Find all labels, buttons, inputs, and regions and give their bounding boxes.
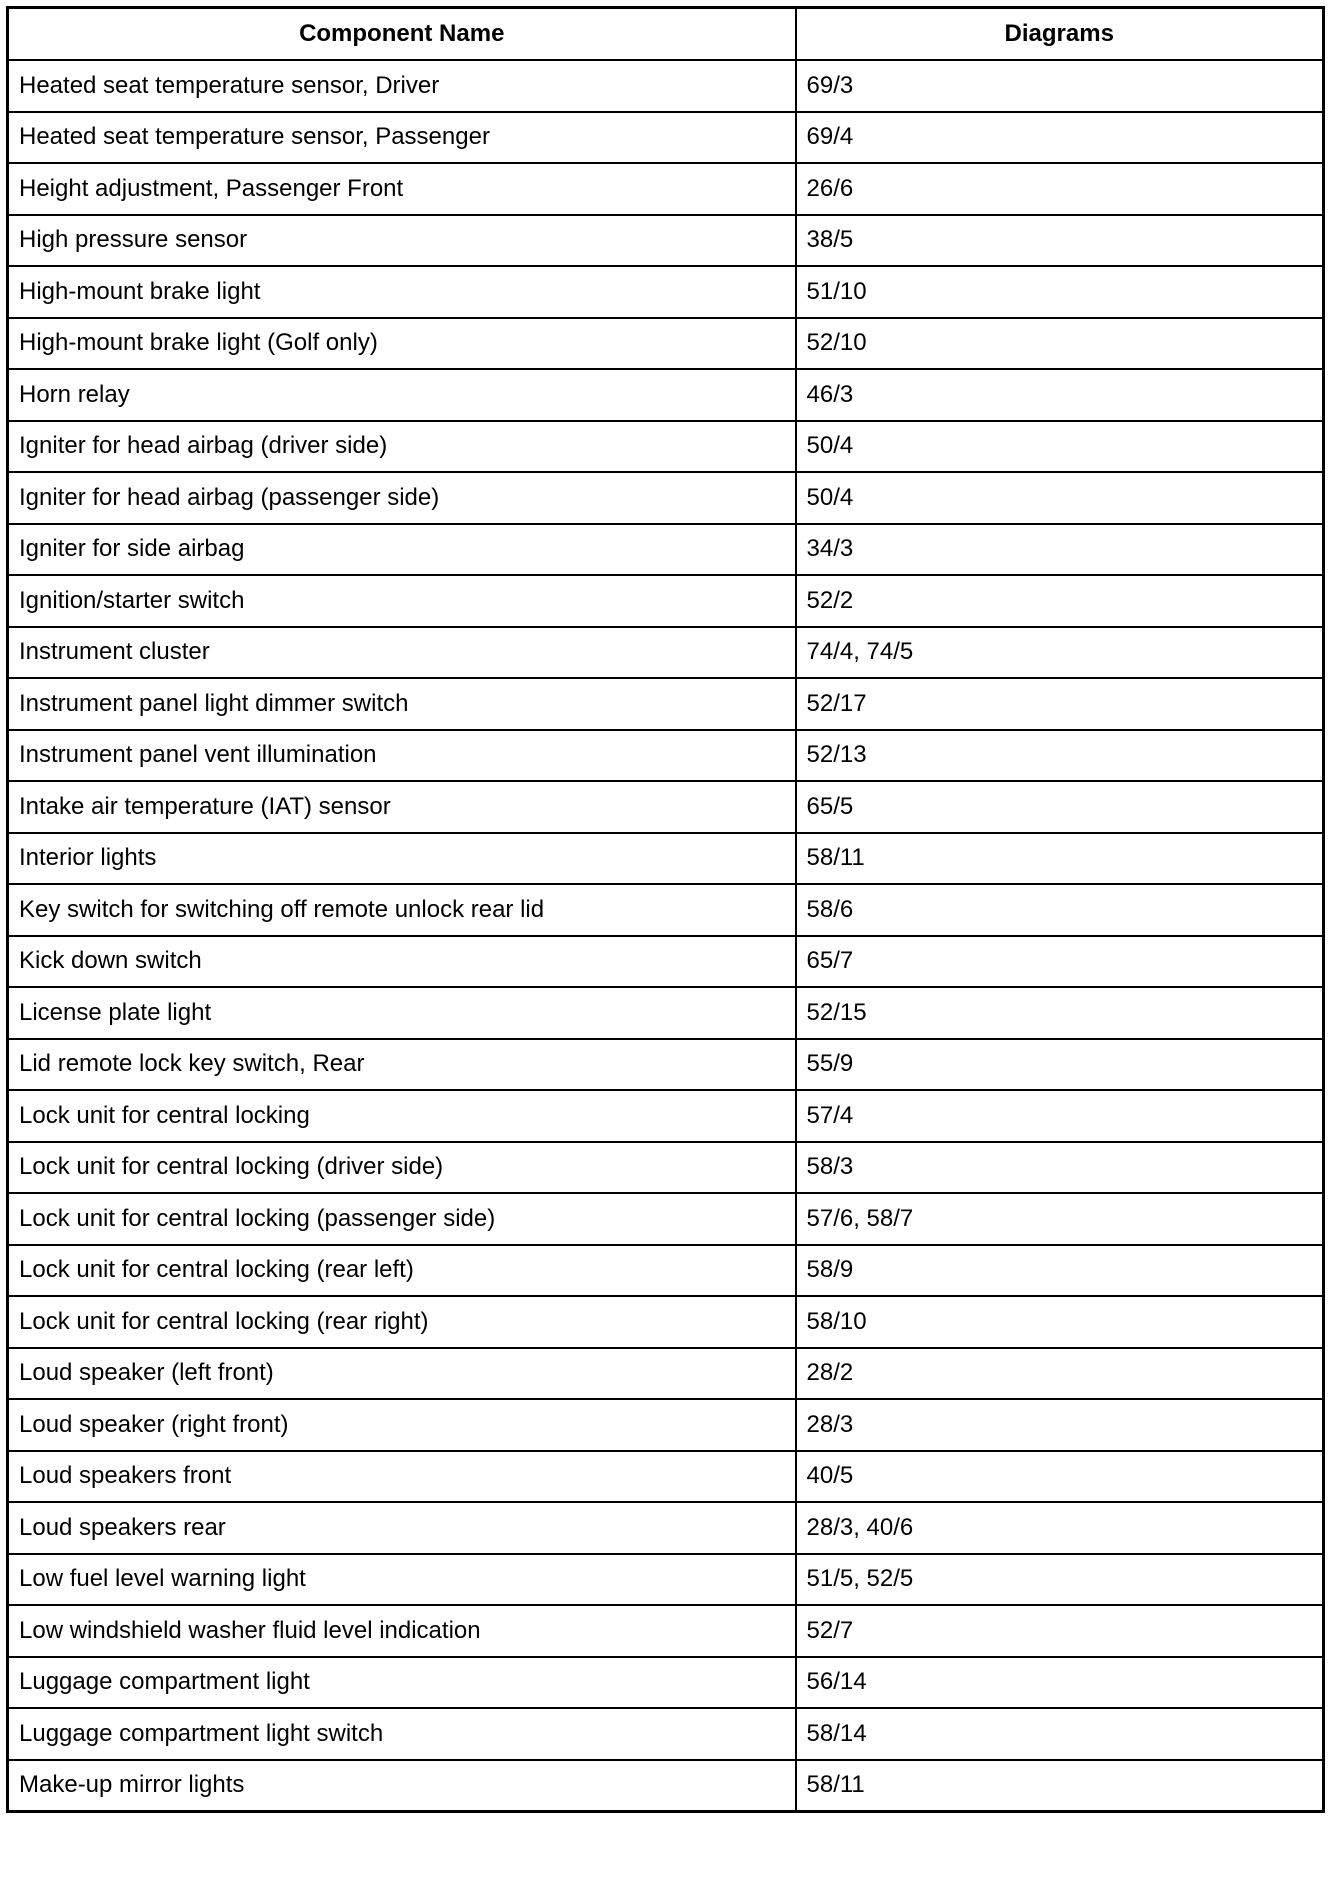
component-name-cell: Igniter for head airbag (driver side) <box>8 421 796 473</box>
diagrams-cell: 28/2 <box>796 1348 1324 1400</box>
diagrams-cell: 52/10 <box>796 318 1324 370</box>
diagrams-cell: 69/4 <box>796 112 1324 164</box>
diagrams-cell: 52/7 <box>796 1605 1324 1657</box>
component-name-cell: Igniter for head airbag (passenger side) <box>8 472 796 524</box>
diagrams-cell: 50/4 <box>796 472 1324 524</box>
diagrams-cell: 65/5 <box>796 781 1324 833</box>
table-row <box>8 1502 1324 1554</box>
diagrams-cell: 57/6, 58/7 <box>796 1193 1324 1245</box>
component-name-cell: High-mount brake light <box>8 266 796 318</box>
table-row <box>8 112 1324 164</box>
table-row <box>8 421 1324 473</box>
table-row <box>8 987 1324 1039</box>
diagrams-cell: 52/15 <box>796 987 1324 1039</box>
column-header-diagrams: Diagrams <box>796 8 1324 61</box>
table-row <box>8 1142 1324 1194</box>
table-row <box>8 575 1324 627</box>
diagrams-cell: 58/14 <box>796 1708 1324 1760</box>
component-name-cell: Instrument cluster <box>8 627 796 679</box>
diagrams-cell: 51/5, 52/5 <box>796 1554 1324 1606</box>
table-row <box>8 627 1324 679</box>
table-row <box>8 936 1324 988</box>
column-header-component-name: Component Name <box>8 8 796 61</box>
diagrams-cell: 28/3, 40/6 <box>796 1502 1324 1554</box>
component-name-cell: Lid remote lock key switch, Rear <box>8 1039 796 1091</box>
component-name-cell: Loud speakers front <box>8 1451 796 1503</box>
diagrams-cell: 51/10 <box>796 266 1324 318</box>
table-row <box>8 1708 1324 1760</box>
table-row <box>8 472 1324 524</box>
component-name-cell: Instrument panel vent illumination <box>8 730 796 782</box>
table-row <box>8 369 1324 421</box>
diagrams-cell: 57/4 <box>796 1090 1324 1142</box>
table-row <box>8 781 1324 833</box>
component-name-cell: Low windshield washer fluid level indication <box>8 1605 796 1657</box>
component-name-cell: Ignition/starter switch <box>8 575 796 627</box>
diagrams-cell: 50/4 <box>796 421 1324 473</box>
diagrams-cell: 58/11 <box>796 833 1324 885</box>
component-name-cell: License plate light <box>8 987 796 1039</box>
table-row <box>8 1090 1324 1142</box>
diagrams-cell: 26/6 <box>796 163 1324 215</box>
table-row <box>8 524 1324 576</box>
table-row <box>8 1760 1324 1812</box>
diagrams-cell: 52/17 <box>796 678 1324 730</box>
component-name-cell: Luggage compartment light <box>8 1657 796 1709</box>
component-name-cell: Heated seat temperature sensor, Driver <box>8 60 796 112</box>
table-row <box>8 1039 1324 1091</box>
component-name-cell: High-mount brake light (Golf only) <box>8 318 796 370</box>
table-row <box>8 833 1324 885</box>
table-row <box>8 884 1324 936</box>
component-name-cell: Igniter for side airbag <box>8 524 796 576</box>
diagrams-cell: 58/9 <box>796 1245 1324 1297</box>
table-row <box>8 1657 1324 1709</box>
table-row <box>8 1348 1324 1400</box>
component-name-cell: Lock unit for central locking (passenger side) <box>8 1193 796 1245</box>
diagrams-cell: 28/3 <box>796 1399 1324 1451</box>
component-name-cell: Kick down switch <box>8 936 796 988</box>
diagrams-cell: 34/3 <box>796 524 1324 576</box>
component-name-cell: Luggage compartment light switch <box>8 1708 796 1760</box>
table-row <box>8 1451 1324 1503</box>
component-name-cell: Heated seat temperature sensor, Passenger <box>8 112 796 164</box>
diagrams-cell: 58/11 <box>796 1760 1324 1812</box>
diagrams-cell: 52/2 <box>796 575 1324 627</box>
component-name-cell: Intake air temperature (IAT) sensor <box>8 781 796 833</box>
diagrams-cell: 38/5 <box>796 215 1324 267</box>
table-row <box>8 60 1324 112</box>
table-header-row <box>8 8 1324 61</box>
diagrams-cell: 52/13 <box>796 730 1324 782</box>
component-name-cell: Height adjustment, Passenger Front <box>8 163 796 215</box>
table-row <box>8 1605 1324 1657</box>
component-name-cell: Lock unit for central locking (rear left) <box>8 1245 796 1297</box>
table-row <box>8 678 1324 730</box>
diagrams-cell: 58/3 <box>796 1142 1324 1194</box>
diagrams-cell: 69/3 <box>796 60 1324 112</box>
component-name-cell: Key switch for switching off remote unlock rear lid <box>8 884 796 936</box>
component-name-cell: High pressure sensor <box>8 215 796 267</box>
component-diagram-table <box>6 6 1325 1813</box>
diagrams-cell: 65/7 <box>796 936 1324 988</box>
component-name-cell: Lock unit for central locking (driver side) <box>8 1142 796 1194</box>
table-row <box>8 1245 1324 1297</box>
component-name-cell: Low fuel level warning light <box>8 1554 796 1606</box>
diagrams-cell: 74/4, 74/5 <box>796 627 1324 679</box>
diagrams-cell: 56/14 <box>796 1657 1324 1709</box>
component-name-cell: Horn relay <box>8 369 796 421</box>
component-name-cell: Loud speaker (left front) <box>8 1348 796 1400</box>
component-name-cell: Lock unit for central locking (rear right) <box>8 1296 796 1348</box>
component-name-cell: Make-up mirror lights <box>8 1760 796 1812</box>
table-row <box>8 1399 1324 1451</box>
table-row <box>8 1296 1324 1348</box>
component-name-cell: Interior lights <box>8 833 796 885</box>
diagrams-cell: 46/3 <box>796 369 1324 421</box>
table-row <box>8 215 1324 267</box>
table-row <box>8 163 1324 215</box>
component-name-cell: Loud speakers rear <box>8 1502 796 1554</box>
component-name-cell: Lock unit for central locking <box>8 1090 796 1142</box>
component-name-cell: Instrument panel light dimmer switch <box>8 678 796 730</box>
diagrams-cell: 40/5 <box>796 1451 1324 1503</box>
diagrams-cell: 58/6 <box>796 884 1324 936</box>
component-name-cell: Loud speaker (right front) <box>8 1399 796 1451</box>
diagrams-cell: 58/10 <box>796 1296 1324 1348</box>
table-row <box>8 1554 1324 1606</box>
table-row <box>8 1193 1324 1245</box>
diagrams-cell: 55/9 <box>796 1039 1324 1091</box>
table-row <box>8 266 1324 318</box>
table-row <box>8 318 1324 370</box>
table-row <box>8 730 1324 782</box>
